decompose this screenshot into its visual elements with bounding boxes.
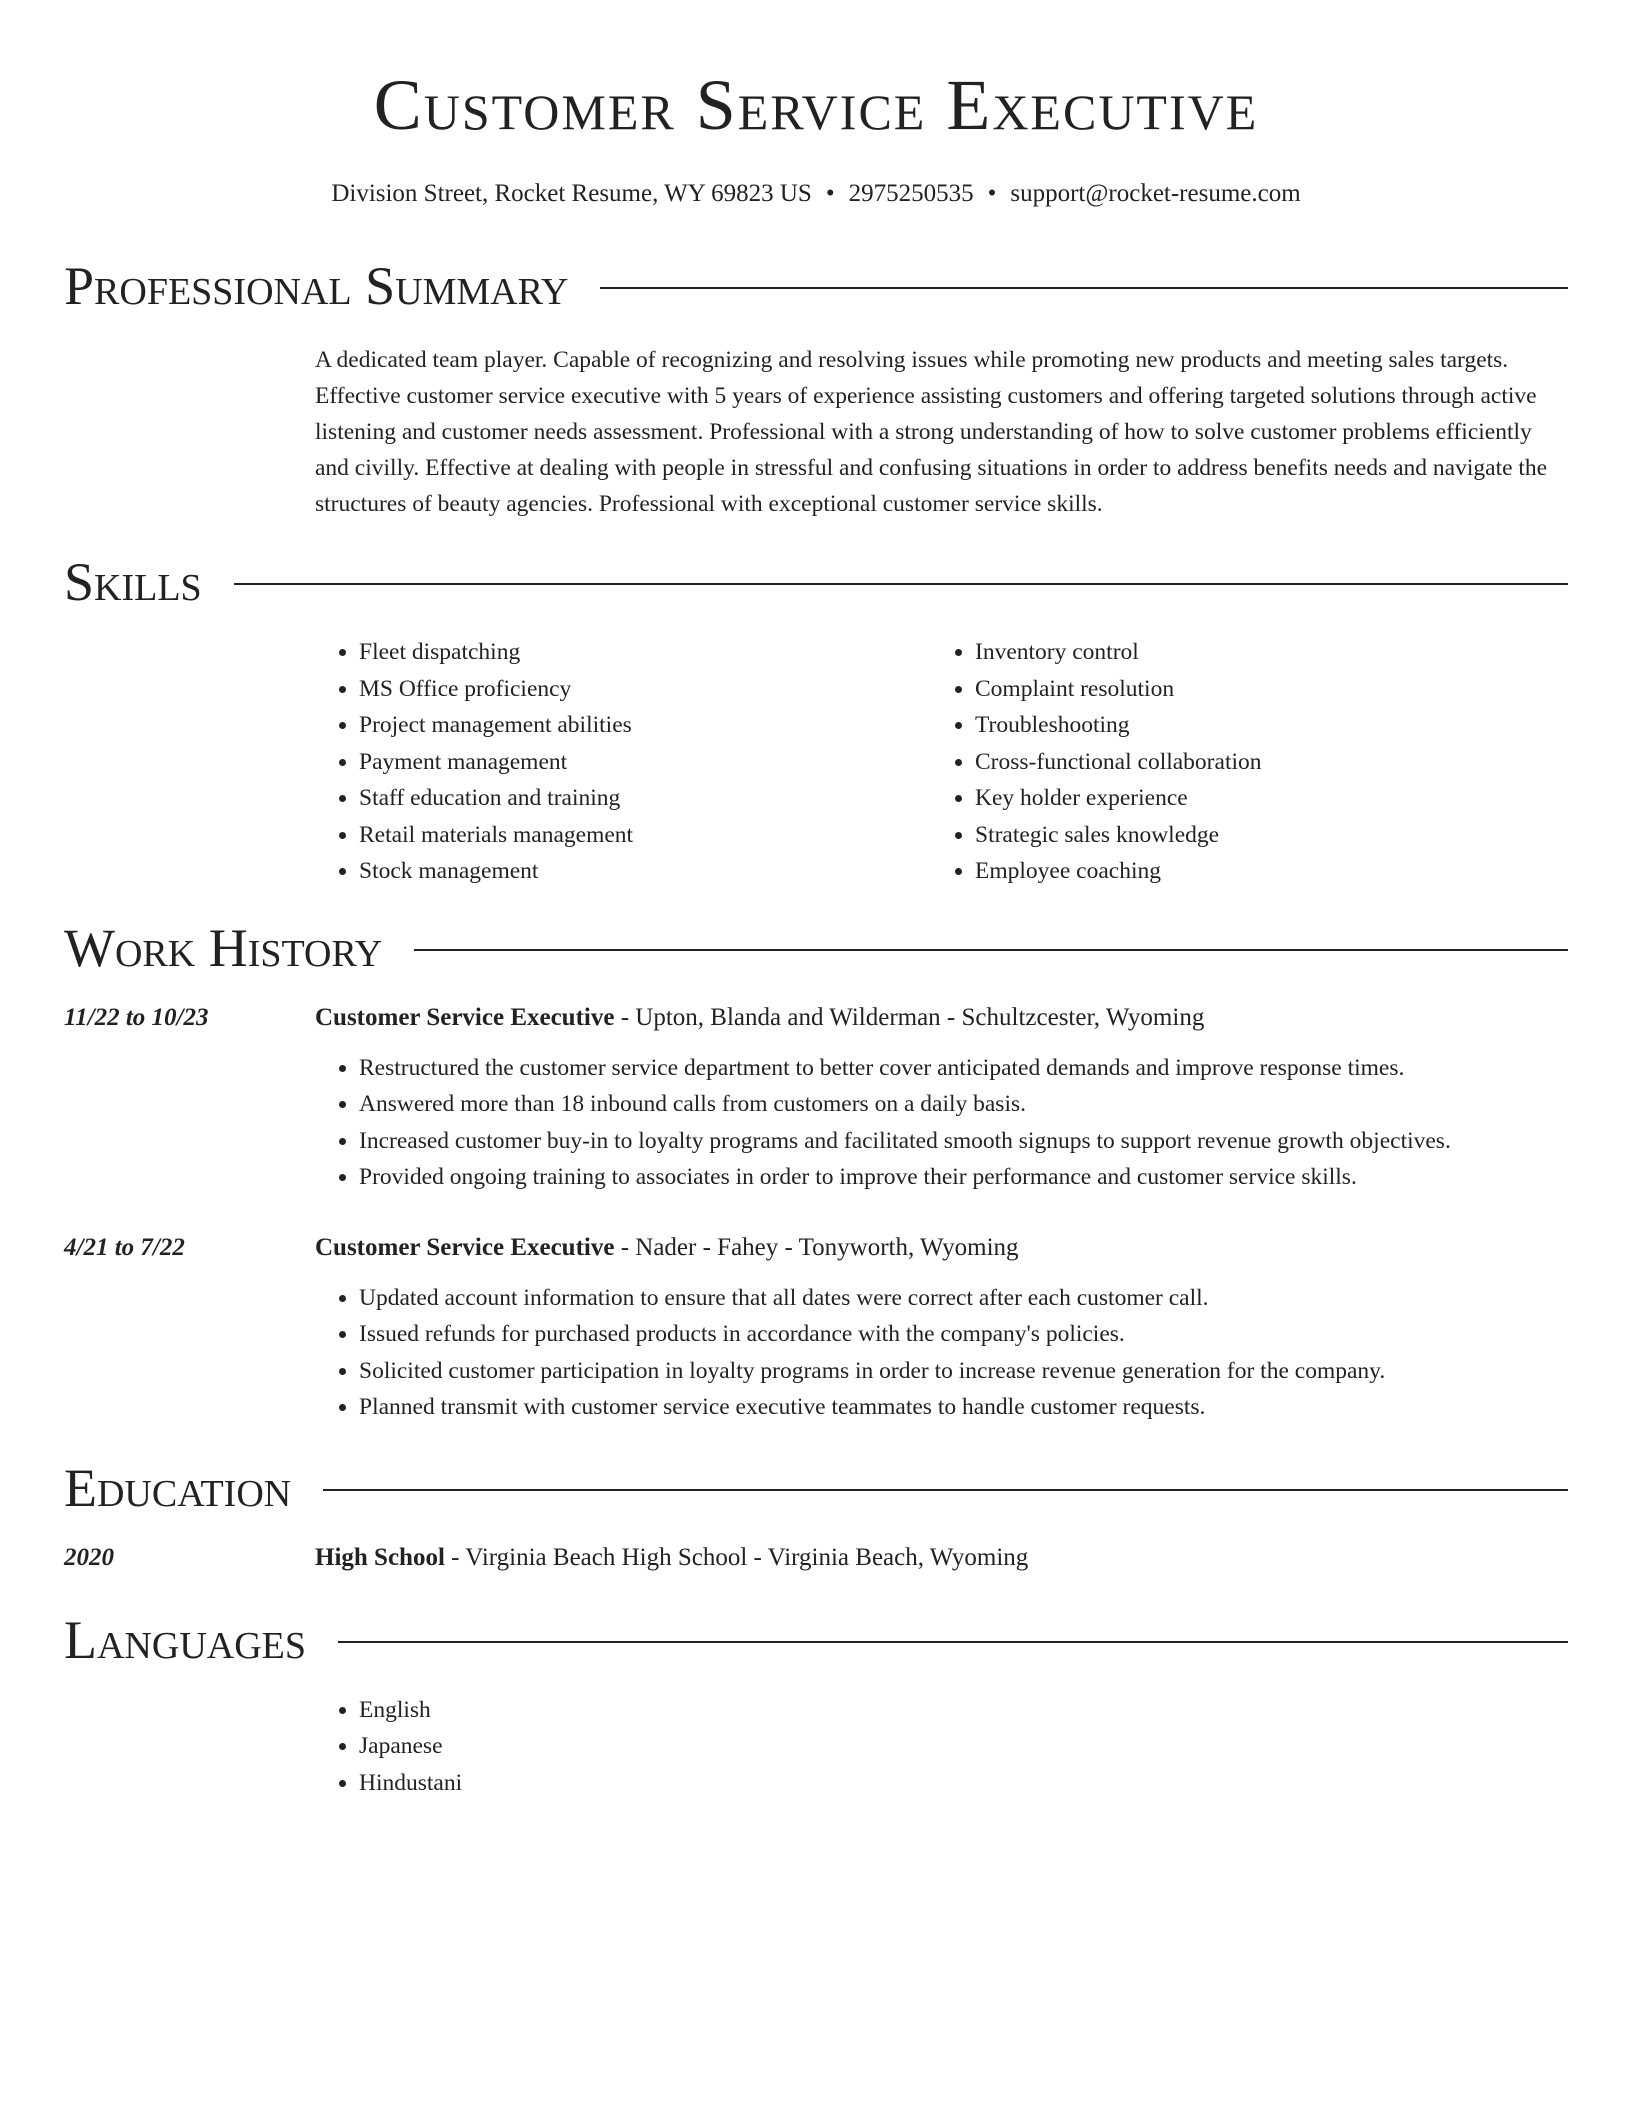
job-bullet: • Restructured the customer service department to better cover anticipated demands and improve response times.	[359, 1050, 1568, 1087]
job-bullets	[315, 1280, 1568, 1426]
education-entry	[64, 1540, 1568, 1576]
skill-item: • Complaint resolution	[975, 671, 1547, 708]
contact-separator: •	[987, 180, 997, 207]
languages-title: Languages	[64, 1609, 306, 1670]
work-history-section	[64, 910, 1568, 1426]
language-item: • Japanese	[359, 1728, 1568, 1765]
skill-item: • Strategic sales knowledge	[975, 817, 1547, 854]
section-divider	[600, 287, 1568, 289]
job-role: Customer Service Executive	[315, 1233, 615, 1261]
skill-item: • Payment management	[359, 744, 931, 781]
skill-item: • Fleet dispatching	[359, 634, 931, 671]
skill-item: • Troubleshooting	[975, 707, 1547, 744]
education-heading	[64, 1450, 1568, 1526]
job-bullet: • Answered more than 18 inbound calls from customers on a daily basis.	[359, 1086, 1568, 1123]
section-divider	[234, 583, 1568, 585]
job-role: Customer Service Executive	[315, 1003, 615, 1031]
education-title: Education	[64, 1457, 292, 1518]
summary-text: A dedicated team player. Capable of recognizing and resolving issues while promoting new products and meeting sales targets. Effective customer service executive with 5 years of experience assisting customers and offering targeted solutions through active listening and customer needs assessment. Professional with a strong understanding of how to solve customer problems efficiently and civilly. Effective at dealing with people in stressful and confusing situations in order to address benefits needs and navigate the structures of beauty agencies. Professional with exceptional customer service skills.	[315, 347, 1548, 517]
job-employer: - Nader - Fahey - Tonyworth, Wyoming	[614, 1233, 1019, 1261]
education-section	[64, 1450, 1568, 1576]
skill-item: • Cross-functional collaboration	[975, 744, 1547, 781]
skill-item: • Inventory control	[975, 634, 1547, 671]
job-bullet: • Provided ongoing training to associates in order to improve their performance and customer service skills.	[359, 1159, 1568, 1196]
work-history-title: Work History	[64, 917, 383, 978]
job-dates: 4/21 to 7/22	[64, 1233, 185, 1261]
education-details	[315, 1540, 1568, 1576]
education-line	[315, 1540, 1568, 1576]
languages-heading	[64, 1602, 1568, 1678]
job-entry	[64, 1000, 1568, 1196]
skill-item: • Project management abilities	[359, 707, 931, 744]
summary-title: Professional Summary	[64, 256, 569, 316]
section-divider	[338, 1641, 1568, 1643]
job-dates: 11/22 to 10/23	[64, 1003, 209, 1031]
language-item: • English	[359, 1692, 1568, 1729]
skills-list	[315, 634, 1568, 890]
job-bullet: • Issued refunds for purchased products in accordance with the company's policies.	[359, 1316, 1568, 1353]
resume-header	[64, 60, 1568, 210]
language-item: • Hindustani	[359, 1765, 1568, 1802]
candidate-name: Customer Service Executive	[373, 65, 1259, 145]
section-divider	[323, 1489, 1568, 1491]
job-bullet: • Solicited customer participation in loyalty programs in order to increase revenue generation for the company.	[359, 1353, 1568, 1390]
education-degree: High School	[315, 1543, 445, 1571]
contact-line	[64, 178, 1568, 210]
languages-list	[315, 1692, 1568, 1802]
skills-column-right	[931, 634, 1547, 890]
contact-phone: 2975250535	[848, 180, 974, 207]
skill-item: • Stock management	[359, 853, 931, 890]
skill-item: • Staff education and training	[359, 780, 931, 817]
job-bullet: • Planned transmit with customer service executive teammates to handle customer requests.	[359, 1389, 1568, 1426]
contact-email: support@rocket-resume.com	[1010, 180, 1301, 207]
job-title-line	[315, 1000, 1568, 1036]
skills-column-left	[315, 634, 931, 890]
skills-title: Skills	[64, 552, 202, 612]
skill-item: • Key holder experience	[975, 780, 1547, 817]
skill-item: • Employee coaching	[975, 853, 1547, 890]
job-bullet: • Updated account information to ensure that all dates were correct after each customer call.	[359, 1280, 1568, 1317]
education-year: 2020	[64, 1543, 114, 1571]
contact-address: Division Street, Rocket Resume, WY 69823 US	[331, 180, 812, 207]
job-bullets	[315, 1050, 1568, 1196]
skill-item: • Retail materials management	[359, 817, 931, 854]
contact-separator: •	[825, 180, 835, 207]
skills-heading	[64, 544, 1568, 620]
languages-section	[64, 1602, 1568, 1802]
job-details	[315, 1230, 1568, 1426]
skills-section	[64, 544, 1568, 890]
skill-item: • MS Office proficiency	[359, 671, 931, 708]
section-divider	[414, 949, 1568, 951]
summary-section	[64, 248, 1568, 522]
job-entry	[64, 1230, 1568, 1426]
work-history-heading	[64, 910, 1568, 986]
summary-heading	[64, 248, 1568, 324]
education-school: - Virginia Beach High School - Virginia Beach, Wyoming	[444, 1543, 1029, 1571]
job-bullet: • Increased customer buy-in to loyalty programs and facilitated smooth signups to support revenue growth objectives.	[359, 1123, 1568, 1160]
job-title-line	[315, 1230, 1568, 1266]
job-details	[315, 1000, 1568, 1196]
job-employer: - Upton, Blanda and Wilderman - Schultzcester, Wyoming	[614, 1003, 1205, 1031]
